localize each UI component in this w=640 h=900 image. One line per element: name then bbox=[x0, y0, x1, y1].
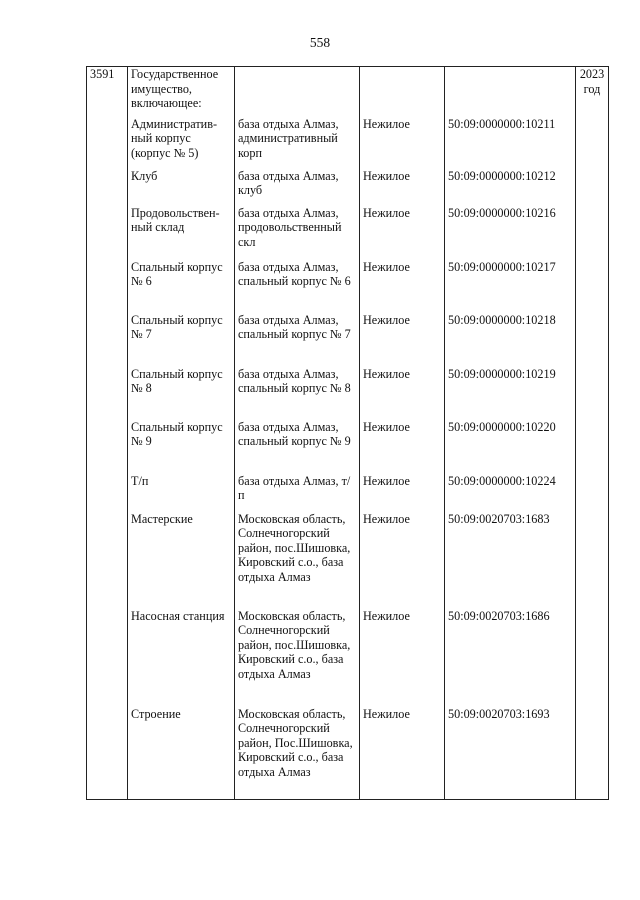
item-name: Т/п bbox=[128, 474, 235, 512]
item-address: база отдыха Алмаз, клуб bbox=[235, 169, 360, 206]
property-table bbox=[86, 66, 609, 800]
item-address: база отдыха Алмаз, спальный корпус № 9 bbox=[235, 420, 360, 474]
item-address: база отдыха Алмаз, административный корп bbox=[235, 117, 360, 169]
item-type: Нежилое bbox=[360, 206, 445, 260]
record-year: 2023 год bbox=[576, 67, 609, 117]
table-row bbox=[87, 169, 609, 206]
table-row bbox=[87, 260, 609, 313]
table-row bbox=[87, 609, 609, 707]
item-address: Московская область, Солнечногорский район, Пос.Шишовка, Кировский с.о., база отдыха Алмаз bbox=[235, 707, 360, 800]
group-name: Государственное имущество, включающее: bbox=[128, 67, 235, 117]
item-address: база отдыха Алмаз, спальный корпус № 8 bbox=[235, 367, 360, 420]
item-name: Спальный корпус № 7 bbox=[128, 313, 235, 367]
item-type: Нежилое bbox=[360, 313, 445, 367]
page-number: 558 bbox=[309, 35, 331, 50]
record-number: 3591 bbox=[87, 67, 128, 117]
item-cadastral-number: 50:09:0000000:10218 bbox=[445, 313, 576, 367]
item-type: Нежилое bbox=[360, 474, 445, 512]
table-row bbox=[87, 474, 609, 512]
item-cadastral-number: 50:09:0000000:10219 bbox=[445, 367, 576, 420]
table-row bbox=[87, 206, 609, 260]
item-cadastral-number: 50:09:0000000:10217 bbox=[445, 260, 576, 313]
item-cadastral-number: 50:09:0000000:10216 bbox=[445, 206, 576, 260]
table-row bbox=[87, 707, 609, 800]
item-type: Нежилое bbox=[360, 512, 445, 609]
item-cadastral-number: 50:09:0000000:10220 bbox=[445, 420, 576, 474]
table-row bbox=[87, 512, 609, 609]
table-row bbox=[87, 420, 609, 474]
item-address: Московская область, Солнечногорский район, пос.Шишовка, Кировский с.о., база отдыха Алмаз bbox=[235, 609, 360, 707]
item-address: база отдыха Алмаз, продовольственный скл bbox=[235, 206, 360, 260]
item-type: Нежилое bbox=[360, 609, 445, 707]
item-cadastral-number: 50:09:0020703:1693 bbox=[445, 707, 576, 800]
item-name: Продовольствен-ный склад bbox=[128, 206, 235, 260]
item-type: Нежилое bbox=[360, 420, 445, 474]
item-name: Клуб bbox=[128, 169, 235, 206]
item-cadastral-number: 50:09:0000000:10224 bbox=[445, 474, 576, 512]
table-row bbox=[87, 367, 609, 420]
item-name: Мастерские bbox=[128, 512, 235, 609]
item-address: база отдыха Алмаз, т/п bbox=[235, 474, 360, 512]
item-address: база отдыха Алмаз, спальный корпус № 7 bbox=[235, 313, 360, 367]
item-name: Насосная станция bbox=[128, 609, 235, 707]
item-name: Спальный корпус № 9 bbox=[128, 420, 235, 474]
item-name: Спальный корпус № 8 bbox=[128, 367, 235, 420]
item-address: база отдыха Алмаз, спальный корпус № 6 bbox=[235, 260, 360, 313]
item-name: Административ-ный корпус (корпус № 5) bbox=[128, 117, 235, 169]
item-cadastral-number: 50:09:0000000:10211 bbox=[445, 117, 576, 169]
table-row bbox=[87, 67, 609, 117]
item-cadastral-number: 50:09:0000000:10212 bbox=[445, 169, 576, 206]
item-name: Спальный корпус № 6 bbox=[128, 260, 235, 313]
item-type: Нежилое bbox=[360, 707, 445, 800]
item-address: Московская область, Солнечногорский район, пос.Шишовка, Кировский с.о., база отдыха Алмаз bbox=[235, 512, 360, 609]
item-name: Строение bbox=[128, 707, 235, 800]
item-type: Нежилое bbox=[360, 367, 445, 420]
table-row bbox=[87, 117, 609, 169]
item-type: Нежилое bbox=[360, 260, 445, 313]
item-cadastral-number: 50:09:0020703:1683 bbox=[445, 512, 576, 609]
item-cadastral-number: 50:09:0020703:1686 bbox=[445, 609, 576, 707]
item-type: Нежилое bbox=[360, 169, 445, 206]
item-type: Нежилое bbox=[360, 117, 445, 169]
table-row bbox=[87, 313, 609, 367]
